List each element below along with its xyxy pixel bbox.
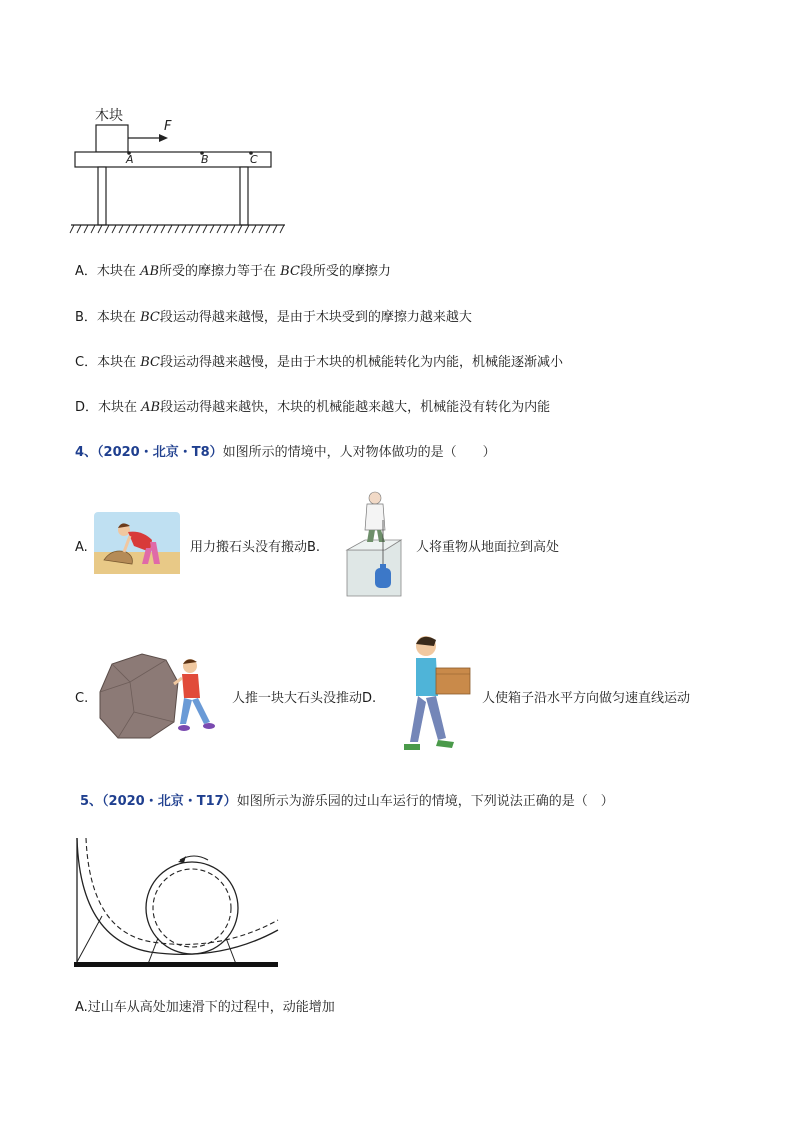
- coaster-track-outer: [77, 838, 278, 954]
- q4-option-d-text[interactable]: 人使箱子沿水平方向做匀速直线运动: [482, 691, 691, 706]
- figure-roller-coaster: [70, 830, 282, 972]
- force-label: F: [164, 119, 172, 134]
- q4-option-c-letter[interactable]: C.: [75, 691, 89, 706]
- figure-block-on-table: [68, 100, 288, 240]
- q5-option-a[interactable]: A.过山车从高处加速滑下的过程中，动能增加: [75, 1000, 335, 1015]
- q4-source: （2020・北京・T8）: [97, 445, 223, 460]
- q4-header: [75, 445, 496, 461]
- q3-option-b[interactable]: B．本块在 BC段运动得越来越慢，是由于木块受到的摩擦力越来越大: [75, 310, 472, 325]
- q3-option-d[interactable]: D．木块在 AB段运动得越来越快，木块的机械能越来越大，机械能没有转化为内能: [75, 400, 551, 415]
- wooden-block: [96, 125, 128, 152]
- ground-hatching: [70, 225, 284, 233]
- q4-option-d-letter[interactable]: D.: [362, 691, 377, 706]
- table-top: [75, 152, 271, 167]
- q5-number: 5、: [80, 794, 103, 809]
- q4-option-c-text[interactable]: 人推一块大石头没推动D.: [232, 691, 377, 706]
- table-leg-right: [240, 167, 248, 225]
- image-man-lifting-weight: [345, 490, 411, 598]
- q5-text: 如图所示为游乐园的过山车运行的情境，下列说法正确的是（ ）: [236, 794, 614, 809]
- q4-number: 4、: [75, 445, 98, 460]
- q5-source: （2020・北京・T17）: [102, 794, 237, 809]
- q5-header: [80, 794, 614, 810]
- loop-support-right: [226, 938, 236, 964]
- point-c-label: C: [250, 153, 258, 166]
- coaster-loop-outer: [146, 862, 238, 954]
- q3-option-a[interactable]: A．木块在 AB所受的摩擦力等于在 BC段所受的摩擦力: [75, 264, 391, 279]
- q4-option-a-letter[interactable]: A.: [75, 540, 88, 555]
- table-leg-left: [98, 167, 106, 225]
- coaster-loop-inner: [153, 869, 231, 947]
- q4-option-b-text[interactable]: 人将重物从地面拉到高处: [416, 540, 560, 555]
- q4-option-b-letter[interactable]: B.: [307, 540, 321, 555]
- q3-option-c[interactable]: C．本块在 BC段运动得越来越慢，是由于木块的机械能转化为内能，机械能逐渐减小: [75, 355, 563, 370]
- image-boy-pushing-rock: [94, 652, 226, 742]
- force-arrow-head: [159, 134, 168, 142]
- block-label: 木块: [95, 108, 123, 124]
- image-woman-lifting-stone: [94, 512, 180, 574]
- q4-text: 如图所示的情境中，人对物体做功的是（ ）: [222, 445, 496, 460]
- coaster-ground: [74, 962, 278, 967]
- image-boy-carrying-box: [400, 632, 476, 760]
- coaster-track-inner: [86, 838, 278, 944]
- q4-option-a-text[interactable]: 用力搬石头没有搬动B.: [190, 540, 321, 555]
- point-a-label: A: [126, 153, 134, 166]
- point-b-label: B: [201, 153, 209, 166]
- coaster-brace: [77, 916, 102, 962]
